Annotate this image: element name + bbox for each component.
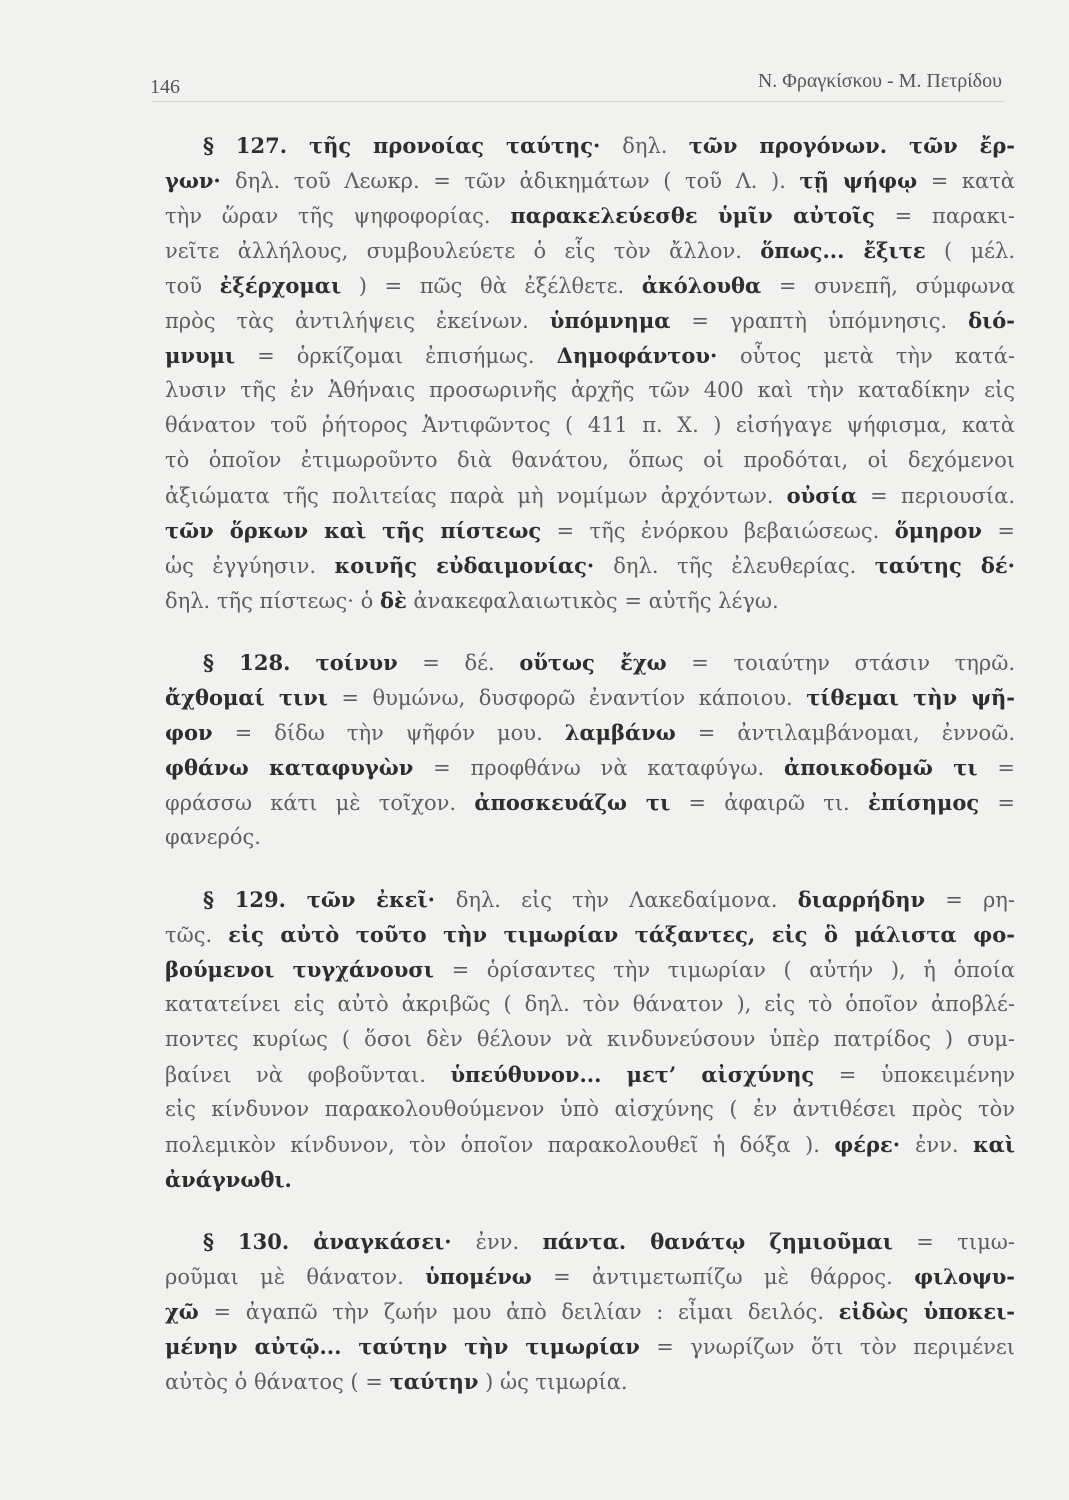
lemma-term: γων· (165, 168, 235, 193)
text-line (165, 1127, 1015, 1162)
gloss-text: = ἀντιλαμβάνομαι, ἐννοῶ. (675, 721, 1015, 745)
gloss-text: = προφθάνω νὰ καταφύγω. (413, 756, 785, 780)
lemma-term: ὅπως... ἔξιτε (760, 238, 926, 263)
lemma-term: μνυμι (165, 343, 236, 368)
lemma-term: ἀνάγνωθι. (165, 1167, 292, 1192)
section-note-130 (165, 1224, 1015, 1399)
section-note-129 (165, 882, 1015, 1197)
gloss-text: ἀξιώματα τῆς πολιτείας παρὰ μὴ νομίμων ἀρχόντων. (165, 484, 787, 508)
gloss-text: πρὸς τὰς ἀντιλήψεις ἐκείνων. (165, 309, 550, 333)
gloss-text: = ὁρκίζομαι ἐπισήμως. (235, 344, 557, 368)
lemma-term: παρακελεύεσθε ὑμῖν αὐτοῖς (510, 203, 875, 228)
running-head-authors: Ν. Φραγκίσκου - Μ. Πετρίδου (757, 70, 1002, 92)
section-note-128 (165, 645, 1015, 855)
lemma-term: εἰδὼς ὑποκει- (838, 1299, 1015, 1324)
lemma-term: βούμενοι τυγχάνουσι (165, 957, 434, 982)
text-line (165, 408, 1015, 443)
lemma-term: τῶν προγόνων. τῶν ἔρ- (688, 133, 1015, 158)
text-line (165, 1162, 1015, 1197)
gloss-text: = θυμώνω, δυσφορῶ ἐναντίον κάποιου. (327, 686, 807, 710)
lemma-term: χῶ (165, 1299, 199, 1324)
gloss-text: λυσιν τῆς ἐν Ἀθήναις προσωρινῆς ἀρχῆς τῶν 400 καὶ τὴν καταδίκην εἰς (165, 378, 1015, 402)
gloss-text: = τιμω- (892, 1230, 1015, 1254)
gloss-text: ἐνν. (475, 1230, 543, 1254)
gloss-text: δηλ. τοῦ Λεωκρ. = τῶν ἀδικημάτων ( τοῦ Λ. ). (234, 169, 800, 193)
gloss-text: = ἀγαπῶ τὴν ζωήν μου ἀπὸ δειλίαν : εἶμαι δειλός. (198, 1300, 839, 1324)
text-line (165, 1092, 1015, 1127)
gloss-text: βαίνει νὰ φοβοῦνται. (165, 1063, 451, 1087)
gloss-text: = ὁρίσαντες τὴν τιμωρίαν ( αὐτήν ), ἡ ὁποία (433, 958, 1015, 982)
gloss-text: τὸ ὁποῖον ἐτιμωροῦντο διὰ θανάτου, ὅπως οἱ προδόται, οἱ δεχόμενοι (165, 448, 1015, 472)
gloss-text: = ἀντιμετωπίζω μὲ θάρρος. (531, 1265, 915, 1289)
text-line (165, 303, 1015, 338)
lemma-term: διαρρήδην (797, 887, 926, 912)
text-line (165, 1294, 1015, 1329)
text-line (165, 513, 1015, 548)
gloss-text: = συνεπῆ, σύμφωνα (761, 274, 1015, 298)
gloss-text: νεῖτε ἀλλήλους, συμβουλεύετε ὁ εἷς τὸν ἄλλον. (165, 239, 761, 263)
text-line (165, 478, 1015, 513)
lemma-term: φον (165, 720, 213, 745)
gloss-text: ( μέλ. (925, 239, 1015, 263)
lemma-term: ἄχθομαί τινι (165, 685, 328, 710)
lemma-term: οὐσία (786, 483, 858, 508)
gloss-text: = (981, 519, 1015, 543)
commentary-body (165, 128, 1015, 1426)
text-line (165, 198, 1015, 233)
gloss-text: = (977, 756, 1015, 780)
page-number: 146 (150, 76, 180, 98)
text-line (165, 233, 1015, 268)
gloss-text: = τοιαύτην στάσιν τηρῶ. (666, 651, 1015, 675)
gloss-text: οὗτος μετὰ τὴν κατά- (739, 344, 1015, 368)
text-line (165, 785, 1015, 820)
text-line (165, 1329, 1015, 1364)
text-line (165, 1022, 1015, 1057)
lemma-term: ὅμηρον (894, 518, 982, 543)
gloss-text: κατατείνει εἰς αὐτὸ ἀκριβῶς ( δηλ. τὸν θάνατον ), εἰς τὸ ὁποῖον ἀποβλέ- (165, 992, 1015, 1016)
gloss-text: πολεμικὸν κίνδυνον, τὸν ὁποῖον παρακολουθεῖ ἡ δόξα ). (165, 1133, 835, 1157)
text-line (165, 1259, 1015, 1294)
gloss-text: = τῆς ἐνόρκου βεβαιώσεως. (541, 519, 895, 543)
gloss-text: δηλ. (622, 134, 689, 158)
lemma-term: ταύτης δέ· (874, 553, 1015, 578)
gloss-text: = ρη- (925, 888, 1015, 912)
lemma-term: ἀποσκευάζω τι (474, 790, 671, 815)
gloss-text: δηλ. εἰς τὴν Λακεδαίμονα. (455, 888, 798, 912)
text-line (165, 820, 1015, 855)
lemma-term: ἀκόλουθα (641, 273, 762, 298)
lemma-term: φιλοψυ- (914, 1264, 1015, 1289)
lemma-term: ἐξέρχομαι (219, 273, 342, 298)
lemma-term: φθάνω καταφυγὼν (165, 755, 414, 780)
lemma-term: ὑπεύθυνον... μετ’ αἰσχύνης (450, 1062, 815, 1087)
lemma-term: μένην αὐτῷ... ταύτην τὴν τιμωρίαν (165, 1334, 640, 1359)
text-line (165, 1364, 1015, 1399)
lemma-term: τῇ ψήφῳ (799, 168, 918, 193)
text-line (165, 882, 1015, 917)
gloss-text: εἰς κίνδυνον παρακολουθούμενον ὑπὸ αἰσχύνης ( ἐν ἀντιθέσει πρὸς τὸν (165, 1097, 1015, 1121)
lemma-term: § 128. τοίνυν (203, 650, 398, 675)
lemma-term: § 127. τῆς προνοίας ταύτης· (203, 133, 623, 158)
gloss-text: ἐνν. (915, 1133, 973, 1157)
lemma-term: ταύτην (389, 1369, 479, 1394)
gloss-text: φράσσω κάτι μὲ τοῖχον. (165, 791, 475, 815)
gloss-text: ποντες κυρίως ( ὅσοι δὲν θέλουν νὰ κινδυνεύσουν ὑπὲρ πατρίδος ) συμ- (165, 1027, 1015, 1051)
gloss-text: ) = πῶς θὰ ἐξέλθετε. (341, 274, 642, 298)
text-line (165, 952, 1015, 987)
gloss-text: = ὑποκειμένην (814, 1063, 1015, 1087)
gloss-text: ὡς ἐγγύησιν. (165, 554, 335, 578)
running-head (150, 68, 1002, 98)
text-line (165, 987, 1015, 1022)
gloss-text: φανερός. (165, 825, 261, 849)
text-line (165, 373, 1015, 408)
section-note-127 (165, 128, 1015, 618)
lemma-term: § 130. ἀναγκάσει· (203, 1229, 476, 1254)
lemma-term: τίθεμαι τὴν ψῆ- (806, 685, 1015, 710)
gloss-text: δηλ. τῆς πίστεως· ὁ (165, 589, 380, 613)
lemma-term: φέρε· (834, 1132, 916, 1157)
gloss-text: = (979, 791, 1015, 815)
text-line (165, 268, 1015, 303)
gloss-text: ) ὡς τιμωρία. (478, 1370, 628, 1394)
gloss-text: τὴν ὥραν τῆς ψηφοφορίας. (165, 204, 511, 228)
lemma-term: Δημοφάντου· (556, 343, 740, 368)
gloss-text: = ἀφαιρῶ τι. (670, 791, 868, 815)
lemma-term: ὑπομένω (425, 1264, 532, 1289)
text-line (165, 548, 1015, 583)
gloss-text: τοῦ (165, 274, 220, 298)
text-line (165, 128, 1015, 163)
lemma-term: εἰς αὐτὸ τοῦτο τὴν τιμωρίαν τάξαντες, εἰς ὃ μάλιστα φο- (228, 922, 1015, 947)
gloss-text: ἀνακεφαλαιωτικὸς = αὐτῆς λέγω. (406, 589, 779, 613)
text-line (165, 680, 1015, 715)
text-line (165, 645, 1015, 680)
lemma-term: δὲ (379, 588, 407, 613)
gloss-text: = παρακι- (874, 204, 1015, 228)
text-line (165, 1057, 1015, 1092)
text-line (165, 163, 1015, 198)
lemma-term: πάντα. θανάτῳ ζημιοῦμαι (542, 1229, 893, 1254)
gloss-text: αὐτὸς ὁ θάνατος ( = (165, 1370, 390, 1394)
lemma-term: καὶ (972, 1132, 1015, 1157)
gloss-text: = γραπτὴ ὑπόμνησις. (670, 309, 969, 333)
gloss-text: δηλ. τῆς ἐλευθερίας. (613, 554, 875, 578)
gloss-text: = κατὰ (917, 169, 1015, 193)
text-line (165, 1224, 1015, 1259)
gloss-text: = δέ. (397, 651, 520, 675)
lemma-term: τῶν ὅρκων καὶ τῆς πίστεως (165, 518, 542, 543)
lemma-term: § 129. τῶν ἐκεῖ· (203, 887, 456, 912)
text-line (165, 338, 1015, 373)
text-line (165, 715, 1015, 750)
gloss-text: ροῦμαι μὲ θάνατον. (165, 1265, 426, 1289)
gloss-text: = γνωρίζων ὅτι τὸν περιμένει (639, 1335, 1015, 1359)
gloss-text: τῶς. (165, 923, 229, 947)
text-line (165, 583, 1015, 618)
header-rule (152, 101, 1004, 102)
text-line (165, 443, 1015, 478)
lemma-term: ὑπόμνημα (549, 308, 671, 333)
gloss-text: θάνατον τοῦ ῥήτορος Ἀντιφῶντος ( 411 π. Χ. ) εἰσήγαγε ψήφισμα, κατὰ (165, 413, 1015, 437)
text-line (165, 750, 1015, 785)
lemma-term: διό- (968, 308, 1015, 333)
text-line (165, 917, 1015, 952)
gloss-text: = δίδω τὴν ψῆφόν μου. (212, 721, 565, 745)
lemma-term: οὕτως ἔχω (519, 650, 667, 675)
lemma-term: κοινῆς εὐδαιμονίας· (334, 553, 614, 578)
lemma-term: ἐπίσημος (867, 790, 980, 815)
lemma-term: λαμβάνω (564, 720, 676, 745)
lemma-term: ἀποικοδομῶ τι (784, 755, 978, 780)
gloss-text: = περιουσία. (857, 484, 1015, 508)
